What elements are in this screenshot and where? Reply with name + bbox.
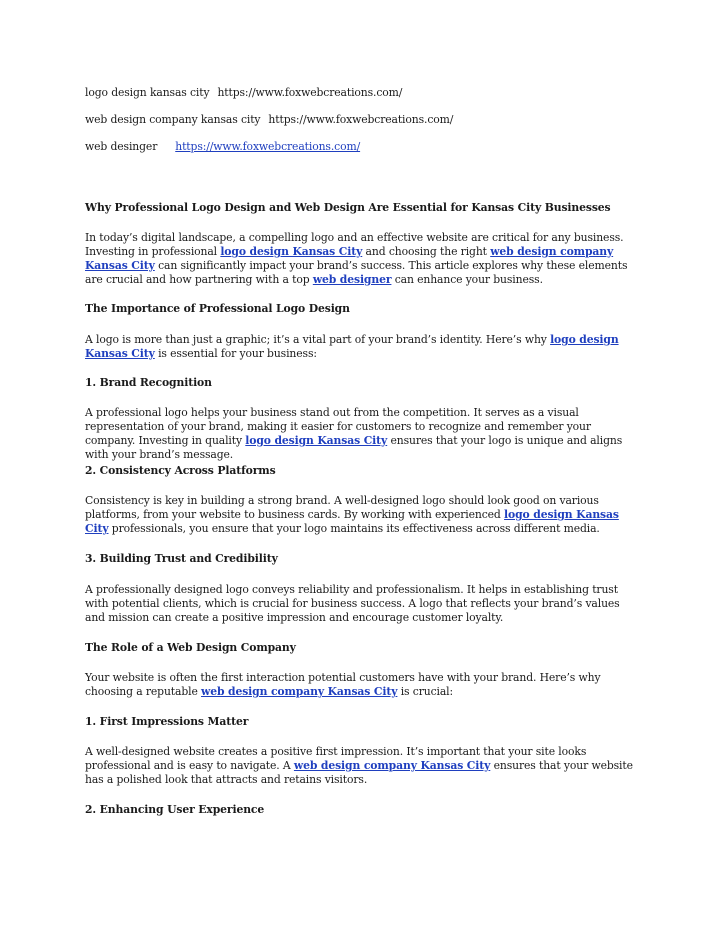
- text: A logo is more than just a graphic; it’s a vital part of your brand’s identity. Here’s why: [85, 333, 551, 346]
- logo-intro-paragraph: [85, 333, 640, 361]
- text: A well-designed website creates a positive first impression. It’s important that your site looks professional and is easy to navigate. A: [85, 745, 587, 772]
- text: Consistency is key in building a strong brand. A well-designed logo should look good on various platforms, from your website to business cards. By working with experienced: [85, 494, 599, 521]
- text: can significantly impact your brand’s success. This article explores why these elements are crucial and how partnering with a top: [85, 259, 628, 286]
- article-title: Why Professional Logo Design and Web Design Are Essential for Kansas City Businesses: [85, 201, 611, 214]
- keyword-link[interactable]: web design company Kansas City: [85, 245, 614, 272]
- link-url[interactable]: https://www.foxwebcreations.com/: [217, 86, 403, 99]
- link-label: logo design kansas city: [85, 86, 210, 99]
- text: In today’s digital landscape, a compelling logo and an effective website are critical for any business. Investing in professional: [85, 231, 624, 258]
- text: Your website is often the first interaction potential customers have with your brand. Here’s why choosing a reputable: [85, 671, 601, 698]
- link-url[interactable]: https://www.foxwebcreations.com/: [268, 113, 454, 126]
- text: A professional logo helps your business stand out from the competition. It serves as a visual representation of your brand, making it easier for customers to recognize and remember your company. Investing in quality: [85, 406, 591, 447]
- keyword-link[interactable]: logo design Kansas City: [85, 508, 619, 535]
- first-impressions-paragraph: [85, 745, 640, 787]
- link-label: web design company kansas city: [85, 113, 261, 126]
- keyword-link[interactable]: logo design Kansas City: [85, 333, 619, 360]
- keyword-link[interactable]: logo design Kansas City: [220, 245, 363, 258]
- section-heading-web: The Role of a Web Design Company: [85, 641, 296, 654]
- text: professionals, you ensure that your logo maintains its effectiveness across different media.: [108, 522, 600, 535]
- link-url-hyperlink[interactable]: https://www.foxwebcreations.com/: [175, 140, 361, 153]
- text: is crucial:: [397, 685, 453, 698]
- trust-paragraph: A professionally designed logo conveys reliability and professionalism. It helps in establishing trust with potential clients, which is crucial for business success. A logo that reflects your brand’s values and mission can create a positive impression and encourage customer loyalty.: [85, 583, 620, 624]
- keyword-link[interactable]: web design company Kansas City: [293, 759, 491, 772]
- web-intro-paragraph: [85, 671, 640, 699]
- keyword-link[interactable]: web design company Kansas City: [201, 685, 398, 698]
- section-heading-logo: The Importance of Professional Logo Design: [85, 302, 350, 315]
- keyword-link[interactable]: web designer: [312, 273, 392, 286]
- intro-paragraph: [85, 231, 640, 287]
- subheading-user-experience: 2. Enhancing User Experience: [85, 803, 265, 816]
- subheading-brand-recognition: 1. Brand Recognition: [85, 376, 212, 389]
- link-line-web-designer: [85, 140, 360, 154]
- brand-paragraph: [85, 406, 640, 462]
- link-line-web-design: [85, 113, 453, 127]
- text: ensures that your website has a polished look that attracts and retains visitors.: [85, 759, 633, 786]
- link-line-logo: [85, 86, 402, 100]
- text: can enhance your business.: [391, 273, 543, 286]
- text: ensures that your logo is unique and aligns with your brand’s message.: [85, 434, 623, 461]
- consistency-paragraph: [85, 494, 640, 536]
- subheading-first-impressions: 1. First Impressions Matter: [85, 715, 249, 728]
- link-label: web desinger: [85, 140, 158, 153]
- text: is essential for your business:: [154, 347, 317, 360]
- subheading-consistency: 2. Consistency Across Platforms: [85, 464, 276, 477]
- text: and choosing the right: [362, 245, 491, 258]
- subheading-trust: 3. Building Trust and Credibility: [85, 552, 278, 565]
- keyword-link[interactable]: logo design Kansas City: [245, 434, 388, 447]
